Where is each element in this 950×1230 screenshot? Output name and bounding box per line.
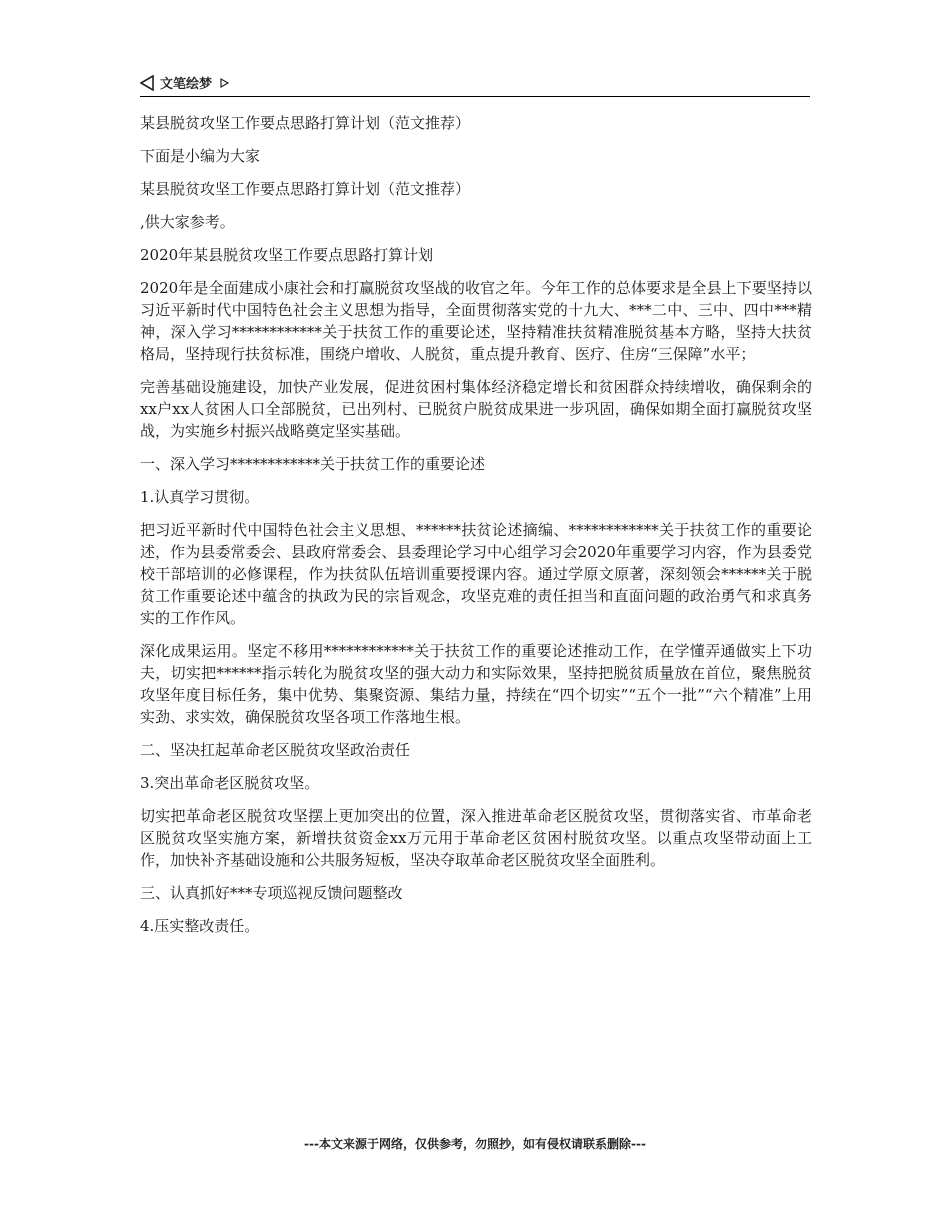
intro-line: 下面是小编为大家 [140, 147, 261, 165]
section-heading: 二、坚决扛起革命老区脱贫攻坚政治责任 [140, 741, 411, 759]
triangle-right-icon [220, 78, 229, 88]
subsection-heading: 4.压实整改责任。 [140, 917, 260, 935]
subsection-heading: 1.认真学习贯彻。 [140, 488, 260, 506]
brand-name: 文笔绘梦 [160, 77, 213, 92]
plan-heading: 2020年某县脱贫攻坚工作要点思路打算计划 [140, 246, 434, 264]
body-paragraph: 完善基础设施建设，加快产业发展，促进贫困村集体经济稳定增长和贫困群众持续增收，确保剩余的xx户xx人贫困人口全部脱贫，已出列村、已脱贫户脱贫成果进一步巩固，确保如期全面打赢脱贫攻坚战，为实施乡村振兴战略奠定坚实基础。 [140, 378, 812, 440]
body-paragraph: 深化成果运用。坚定不移用************关于扶贫工作的重要论述推动工作，在学懂弄通做实上下功夫，切实把******指示转化为脱贫攻坚的强大动力和实际效果，坚持把脱贫质量放在首位，聚焦脱贫攻坚年度目标任务，集中优势、集聚资源、集结力量，持续在“四个切实”“五个一批”“六个精准”上用实劲、求实效，确保脱贫攻坚各项工作落地生根。 [140, 642, 812, 726]
body-paragraph: 切实把革命老区脱贫攻坚摆上更加突出的位置，深入推进革命老区脱贫攻坚，贯彻落实省、市革命老区脱贫攻坚实施方案，新增扶贫资金xx万元用于革命老区贫困村脱贫攻坚。以重点攻坚带动面上工作，加快补齐基础设施和公共服务短板，坚决夺取革命老区脱贫攻坚全面胜利。 [140, 807, 812, 869]
body-paragraph: 把习近平新时代中国特色社会主义思想、******扶贫论述摘编、************关于扶贫工作的重要论述，作为县委常委会、县政府常委会、县委理论学习中心组学习会2020年重要学习内容，作为县委党校干部培训的必修课程，作为扶贫队伍培训重要授课内容。通过学原文原著，深刻领会******关于脱贫工作重要论述中蕴含的执政为民的宗旨观念，攻坚克难的责任担当和直面问题的政治勇气和求真务实的工作作风。 [140, 521, 812, 627]
subsection-heading: 3.突出革命老区脱贫攻坚。 [140, 774, 320, 792]
doc-title-repeat: 某县脱贫攻坚工作要点思路打算计划（范文推荐） [140, 180, 471, 198]
document-body [140, 112, 812, 948]
section-heading: 一、深入学习************关于扶贫工作的重要论述 [140, 455, 486, 473]
section-heading: 三、认真抓好***专项巡视反馈问题整改 [140, 884, 403, 902]
brand-logo [140, 73, 229, 92]
footer-disclaimer: ---本文来源于网络，仅供参考，勿照抄，如有侵权请联系删除--- [304, 1137, 646, 1151]
body-paragraph: 2020年是全面建成小康社会和打赢脱贫攻坚战的收官之年。今年工作的总体要求是全县上下要坚持以习近平新时代中国特色社会主义思想为指导，全面贯彻落实党的十九大、***二中、三中、四中***精神，深入学习************关于扶贫工作的重要论述，坚持精准扶贫精准脱贫基本方略，坚持大扶贫格局，坚持现行扶贫标准，围绕户增收、人脱贫，重点提升教育、医疗、住房“三保障”水平； [140, 279, 812, 363]
triangle-left-icon [140, 75, 154, 91]
doc-title: 某县脱贫攻坚工作要点思路打算计划（范文推荐） [140, 114, 471, 132]
page-header [140, 70, 810, 97]
intro-tail: ,供大家参考。 [140, 213, 235, 231]
